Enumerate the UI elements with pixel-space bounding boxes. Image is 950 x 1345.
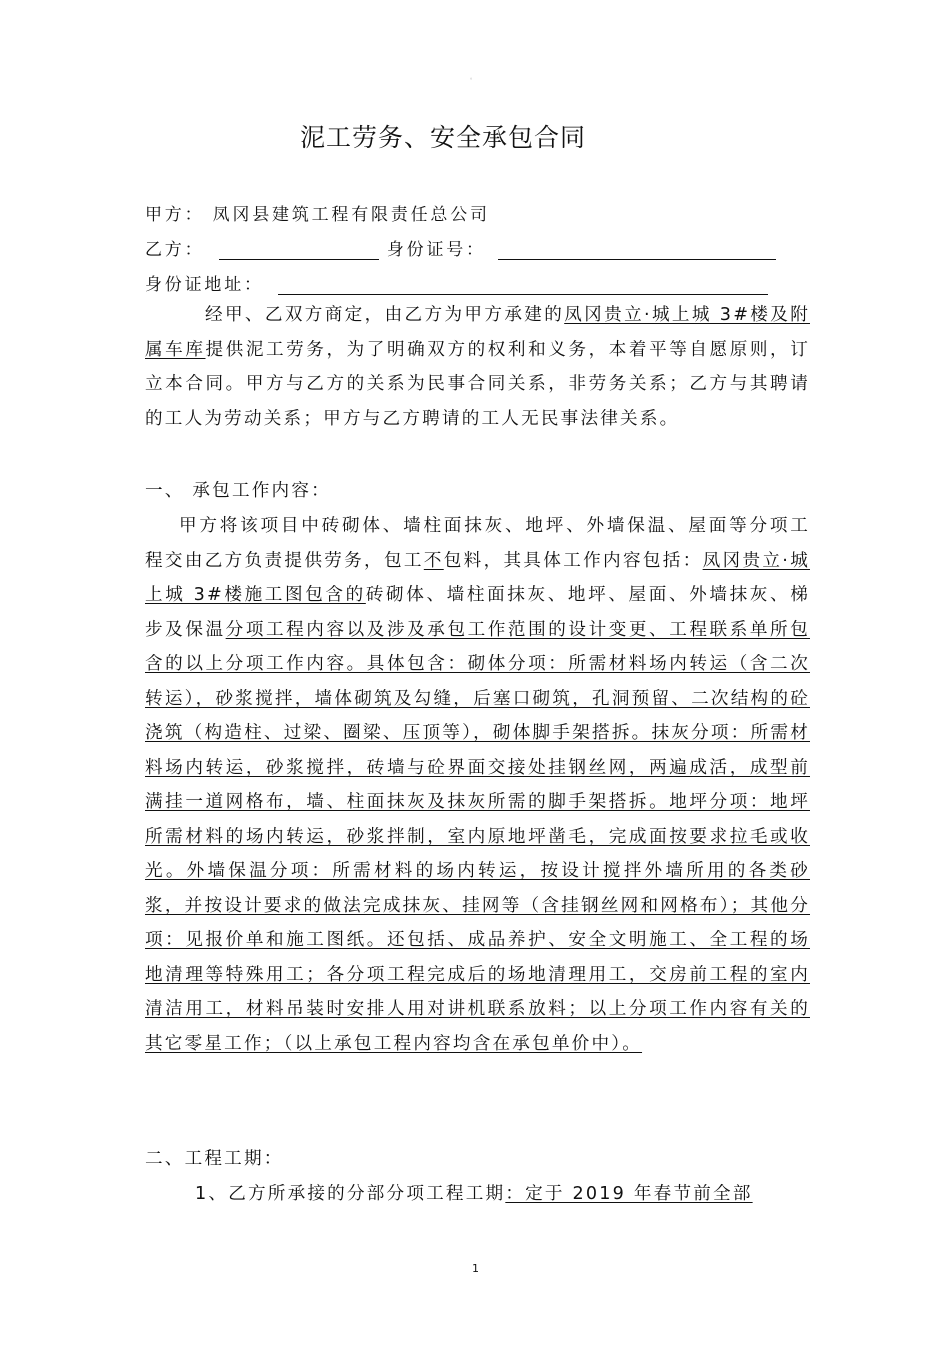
page-number: 1 (472, 1262, 479, 1275)
intro-paragraph (145, 298, 810, 436)
section-2-heading: 二、工程工期： (145, 1149, 284, 1169)
section-1-underline-1: 不 (423, 550, 444, 571)
id-number-label: 身份证号： (386, 240, 486, 260)
section-1-text-1: 甲方将该项目中砖砌体、墙柱面抹灰、地坪、外墙保温、屋面等分项工程交由乙方负责提供劳务，包工 (145, 516, 810, 571)
section-1-paragraph (145, 509, 810, 1061)
intro-project-name: 凤冈贵立·城上城 3#楼及附属车库 (145, 305, 810, 360)
section-1-underline-2: 凤冈贵立·城上城 3#楼施工图包含的 (145, 550, 810, 605)
header-mark: 。 (470, 74, 477, 81)
party-b-label: 乙方： (145, 240, 205, 260)
id-address-label: 身份证地址： (145, 275, 264, 295)
id-number-blank[interactable] (498, 241, 776, 260)
section-1-underline-3: 分项工程内容以及涉及承包工作范围的设计变更、工程联系单所包含的以上分项工作内容。具体包含：砌体分项：所需材料场内转运（含二次转运），砂浆搅拌，墙体砌筑及勾缝，后塞口砌筑，孔洞预留、二次结构的砼浇筑（构造柱、过梁、圈梁、压顶等），砌体脚手架搭拆。抹灰分项：所需材料场内转运，砂浆搅拌，砖墙与砼界面交接处挂钢丝网，两遍成活，成型前满挂一道网格布，墙、柱面抹灰及抹灰所需的脚手架搭拆。地坪分项：地坪所需材料的场内转运，砂浆拌制，室内原地坪凿毛，完成面按要求拉毛或收光。外墙保温分项：所需材料的场内转运，按设计搅拌外墙所用的各类砂浆，并按设计要求的做法完成抹灰、挂网等（含挂钢丝网和网格布）；其他分项：见报价单和施工图纸。还包括、成品养护、安全文明施工、全工程的场地清理等特殊用工；各分项工程完成后的场地清理用工，交房前工程的室内清洁用工，材料吊装时安排人用对讲机联系放料；以上分项工作内容有关的其它零星工作；（以上承包工程内容均含在承包单价中）。 (145, 619, 810, 1054)
party-b-line (145, 235, 776, 260)
party-b-name-blank[interactable] (219, 241, 379, 260)
party-a-label: 甲方： (145, 205, 205, 225)
contract-title: 泥工劳务、安全承包合同 (300, 123, 587, 152)
id-address-line (145, 270, 768, 295)
intro-text-1: 经甲、乙双方商定，由乙方为甲方承建的 (205, 305, 565, 325)
section-2-item-1-label: 1、乙方所承接的分部分项工程工期 (195, 1184, 506, 1204)
section-2-item-1-value: ：定于 2019 年春节前全部 (505, 1184, 753, 1204)
intro-text-2: 提供泥工劳务，为了明确双方的权利和义务，本着平等自愿原则，订立本合同。甲方与乙方的关系为民事合同关系，非劳务关系；乙方与其聘请的工人为劳动关系；甲方与乙方聘请的工人无民事法律关系。 (145, 339, 810, 429)
party-a-value: 凤冈县建筑工程有限责任总公司 (212, 205, 490, 225)
section-1-text-3: 砖砌体、墙柱面抹灰、地坪、屋面、外墙抹灰、梯步及保温 (145, 585, 810, 640)
section-2-item-1 (145, 1177, 810, 1212)
id-address-blank[interactable] (278, 276, 768, 295)
party-a-line (145, 200, 490, 225)
section-1-text-2: 包料，其具体工作内容包括： (443, 550, 703, 571)
section-1-heading: 一、 承包工作内容： (145, 481, 331, 501)
